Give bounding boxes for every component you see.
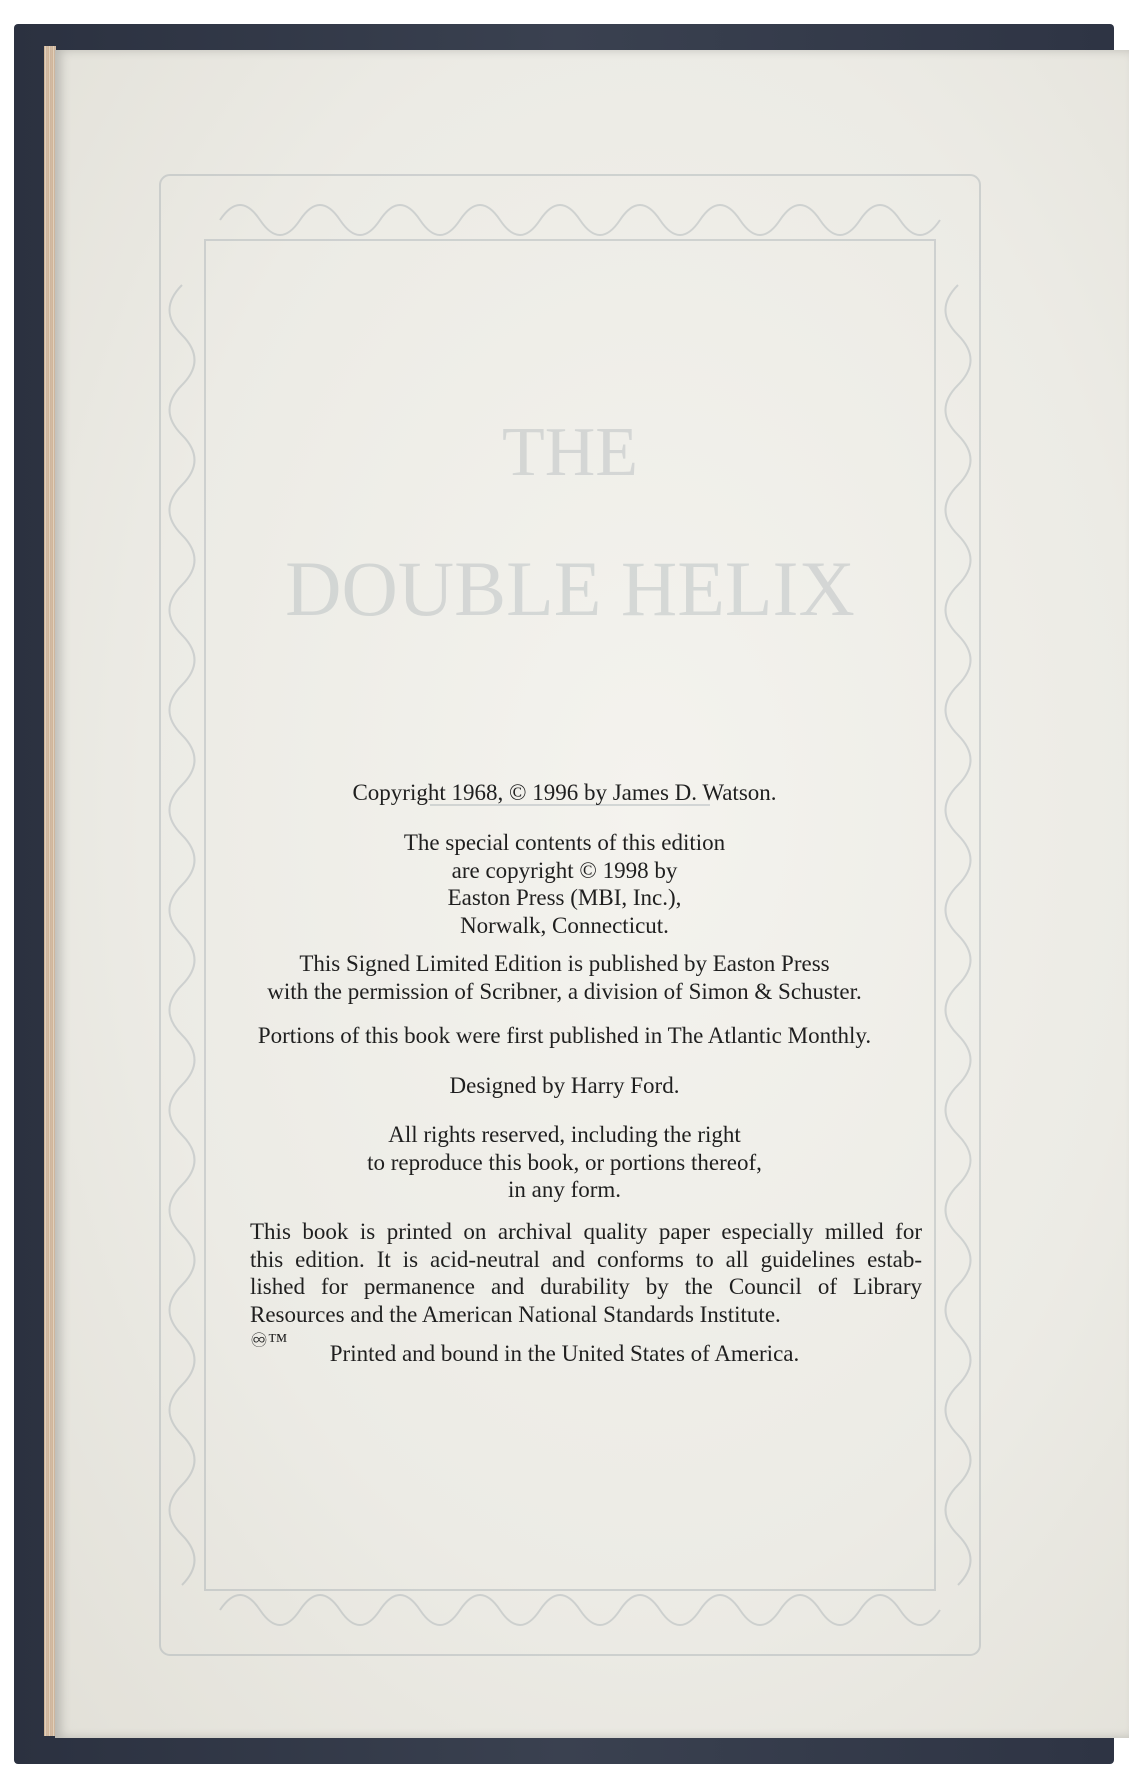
showthrough-title-line2: DOUBLE HELIX [285, 545, 855, 632]
copyright-statement: Copyright 1968, © 1996 by James D. Watson. [352, 780, 777, 805]
edition-line: This Signed Limited Edition is published by Easton Press [299, 951, 830, 976]
rights-line: in any form. [507, 1177, 622, 1202]
rights-line: to reproduce this book, or portions thereof, [367, 1149, 762, 1175]
designer-line: Designed by Harry Ford. [449, 1073, 680, 1098]
rights-statement [0, 1121, 1129, 1204]
special-contents-line: Norwalk, Connecticut. [460, 912, 669, 938]
special-contents [0, 829, 1129, 939]
printed-line: Printed and bound in the United States of America. [329, 1341, 800, 1366]
paper-line: This book is printed on archival quality paper especially milled for [250, 1219, 922, 1244]
portions-statement [0, 1022, 1129, 1050]
special-contents-line: are copyright © 1998 by [451, 857, 678, 883]
paper-line: this edition. It is acid-neutral and conforms to all guidelines estab- [250, 1246, 922, 1272]
infinity-trademark-icon: ♾™ [250, 1330, 288, 1352]
designer-statement [0, 1072, 1129, 1100]
edition-statement [0, 950, 1129, 1005]
edition-line: with the permission of Scribner, a division of Simon & Schuster. [267, 978, 862, 1004]
copyright-line [0, 779, 1129, 807]
rights-line: All rights reserved, including the right [388, 1122, 741, 1147]
paper-statement [250, 1218, 922, 1356]
special-contents-line: The special contents of this edition [403, 830, 726, 855]
special-contents-line: Easton Press (MBI, Inc.), [447, 885, 682, 910]
paper-line: lished for permanence and durability by the Council of Library [250, 1274, 922, 1299]
showthrough-title-line1: THE [501, 414, 639, 491]
portions-line: Portions of this book were first published in The Atlantic Monthly. [257, 1023, 872, 1048]
paper-line: Resources and the American National Standards Institute. [250, 1301, 781, 1327]
printed-statement [0, 1340, 1129, 1368]
